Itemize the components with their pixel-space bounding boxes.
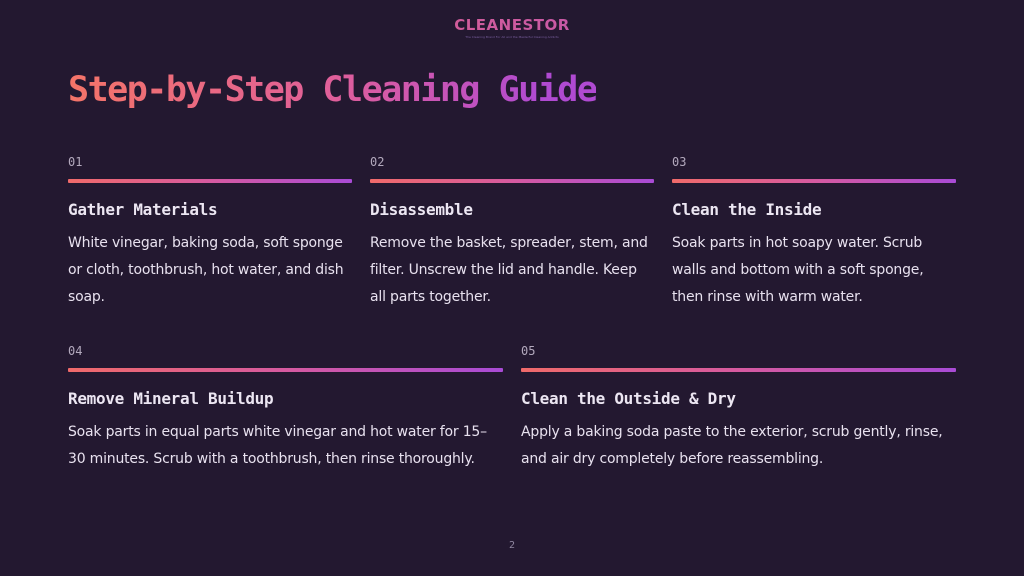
brand-logo [0,16,1024,40]
step-divider [672,179,956,183]
brand-name: CLEANESTOR [0,16,1024,34]
step-number: 03 [672,155,687,169]
step-card-5 [521,344,956,473]
step-body: Soak parts in equal parts white vinegar and hot water for 15–30 minutes. Scrub with a toothbrush, then rinse thoroughly. [68,424,487,467]
step-card-2 [370,155,654,311]
page-title: Step-by-Step Cleaning Guide [68,70,597,110]
step-divider [370,179,654,183]
step-card-1 [68,155,352,311]
step-body: Remove the basket, spreader, stem, and filter. Unscrew the lid and handle. Keep all parts together. [370,235,648,305]
step-body: White vinegar, baking soda, soft sponge or cloth, toothbrush, hot water, and dish soap. [68,235,344,305]
step-heading: Remove Mineral Buildup [68,389,274,408]
brand-tagline: The Cleaning Brand For All and the Masterful Cleaning Addicts [465,35,559,39]
page-number: 2 [508,540,516,551]
step-body: Soak parts in hot soapy water. Scrub walls and bottom with a soft sponge, then rinse with warm water. [672,235,924,305]
step-heading: Clean the Outside & Dry [521,389,736,408]
step-body: Apply a baking soda paste to the exterior, scrub gently, rinse, and air dry completely before reassembling. [521,424,943,467]
step-divider [68,179,352,183]
step-divider [521,368,956,372]
step-divider [68,368,503,372]
step-card-3 [672,155,956,311]
step-number: 02 [370,155,385,169]
step-heading: Disassemble [370,200,473,219]
step-heading: Clean the Inside [672,200,822,219]
step-card-4 [68,344,503,473]
step-number: 01 [68,155,83,169]
step-heading: Gather Materials [68,200,218,219]
step-number: 04 [68,344,83,358]
step-number: 05 [521,344,536,358]
